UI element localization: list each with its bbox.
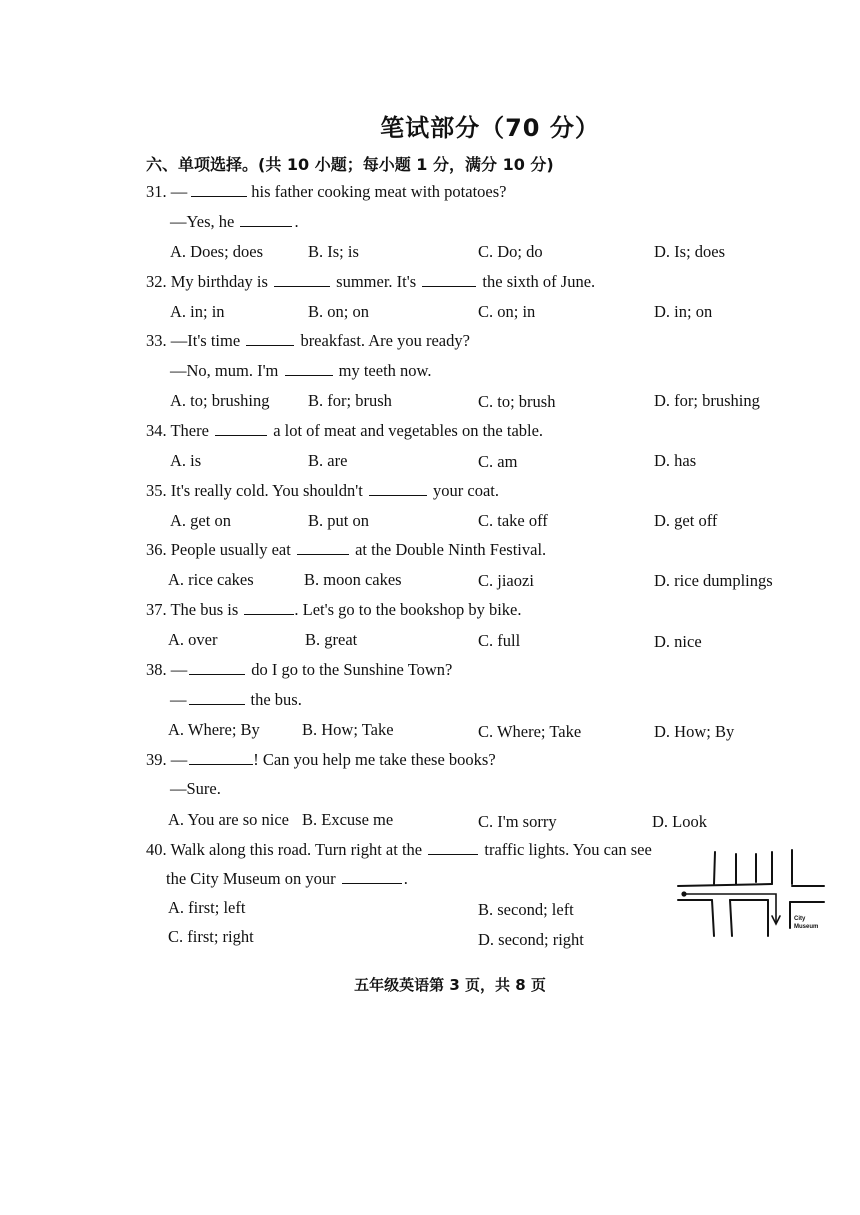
q31-option-c[interactable]: C. Do; do [478,242,543,261]
answer-blank[interactable] [191,182,247,197]
question-40-line-1: 40. Walk along this road. Turn right at the traffic lights. You can see [146,840,652,859]
map-road-line [678,884,772,886]
question-38-line-2: — the bus. [170,690,302,709]
map-label-city: City [794,916,806,922]
q35-option-c[interactable]: C. take off [478,511,548,530]
question-32-line: 32. My birthday is summer. It's the sixth of June. [146,272,596,291]
q36-option-b[interactable]: B. moon cakes [304,570,402,589]
answer-blank[interactable] [244,600,294,615]
q33-option-a[interactable]: A. to; brushing [170,391,270,410]
q32-option-b[interactable]: B. on; on [308,302,369,321]
q35-option-b[interactable]: B. put on [308,511,369,530]
question-33-line-1: 33. —It's time breakfast. Are you ready? [146,331,470,350]
question-38-line-1: 38. — do I go to the Sunshine Town? [146,660,453,679]
answer-blank[interactable] [428,840,478,855]
question-40-line-2: the City Museum on your . [166,869,408,888]
q33-option-c[interactable]: C. to; brush [478,392,556,411]
route-map-diagram [672,846,828,942]
map-start-dot-icon [681,891,686,896]
q31-option-a[interactable]: A. Does; does [170,242,264,261]
q35-option-a[interactable]: A. get on [170,511,231,530]
q32-option-d[interactable]: D. in; on [654,302,713,321]
map-label-museum: Museum [794,924,819,930]
q36-option-c[interactable]: C. jiaozi [478,571,534,590]
q37-option-d[interactable]: D. nice [654,632,702,651]
answer-blank[interactable] [369,481,427,496]
answer-blank[interactable] [422,272,476,287]
q31-option-d[interactable]: D. Is; does [654,242,726,261]
question-36-line: 36. People usually eat at the Double Ninth Festival. [146,540,547,559]
answer-blank[interactable] [215,421,267,436]
q39-option-c[interactable]: C. I'm sorry [478,812,557,831]
q36-option-a[interactable]: A. rice cakes [168,570,254,589]
answer-blank[interactable] [274,272,330,287]
answer-blank[interactable] [240,212,292,227]
page-footer: 五年级英语第 3 页，共 8 页 [354,976,546,994]
q31-option-b[interactable]: B. Is; is [308,242,359,261]
q34-option-b[interactable]: B. are [308,451,348,470]
q40-option-a[interactable]: A. first; left [168,898,246,917]
q33-option-b[interactable]: B. for; brush [308,391,392,410]
q38-option-d[interactable]: D. How; By [654,722,735,741]
q34-option-a[interactable]: A. is [170,451,202,470]
q38-option-b[interactable]: B. How; Take [302,720,394,739]
q35-option-d[interactable]: D. get off [654,511,718,530]
answer-blank[interactable] [342,869,402,884]
page-title: 笔试部分（70 分） [380,114,600,142]
q39-option-a[interactable]: A. You are so nice [168,810,289,829]
q33-option-d[interactable]: D. for; brushing [654,391,760,410]
q39-option-b[interactable]: B. Excuse me [302,810,394,829]
q34-option-d[interactable]: D. has [654,451,697,470]
q32-option-a[interactable]: A. in; in [170,302,225,321]
q36-option-d[interactable]: D. rice dumplings [654,571,773,590]
answer-blank[interactable] [189,660,245,675]
map-road-line [714,852,715,884]
q40-option-b[interactable]: B. second; left [478,900,574,919]
q39-option-d[interactable]: D. Look [652,812,707,831]
answer-blank[interactable] [297,540,349,555]
question-34-line: 34. There a lot of meat and vegetables on the table. [146,421,544,440]
question-37-line: 37. The bus is . Let's go to the bookshop by bike. [146,600,522,619]
question-33-line-2: —No, mum. I'm my teeth now. [170,361,432,380]
q40-option-d[interactable]: D. second; right [478,930,584,949]
q37-option-a[interactable]: A. over [168,630,218,649]
q38-option-a[interactable]: A. Where; By [168,720,260,739]
question-31-line-1: 31. — his father cooking meat with potatoes? [146,182,507,201]
map-road-line [712,900,714,936]
question-35-line: 35. It's really cold. You shouldn't your coat. [146,481,500,500]
q34-option-c[interactable]: C. am [478,452,518,471]
answer-blank[interactable] [189,750,253,765]
q40-option-c[interactable]: C. first; right [168,927,254,946]
q37-option-b[interactable]: B. great [305,630,358,649]
question-39-line-2: —Sure. [170,779,221,798]
answer-blank[interactable] [285,361,333,376]
map-road-line [730,900,732,936]
q37-option-c[interactable]: C. full [478,631,521,650]
q32-option-c[interactable]: C. on; in [478,302,536,321]
question-39-line-1: 39. — ! Can you help me take these books? [146,750,496,769]
section-heading: 六、单项选择。(共 10 小题；每小题 1 分，满分 10 分) [146,155,554,174]
question-31-line-2: —Yes, he . [170,212,299,231]
answer-blank[interactable] [246,331,294,346]
answer-blank[interactable] [189,690,245,705]
q38-option-c[interactable]: C. Where; Take [478,722,582,741]
